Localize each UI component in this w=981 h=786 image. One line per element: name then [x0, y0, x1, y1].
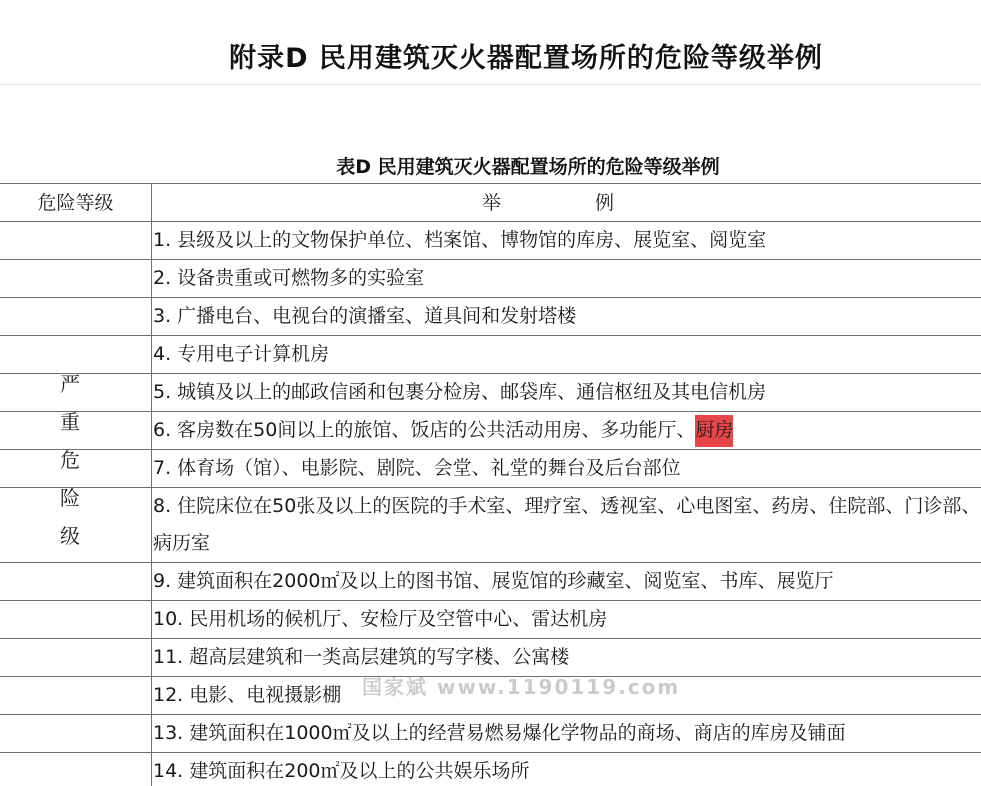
example-item: 9. 建筑面积在2000㎡及以上的图书馆、展览馆的珍藏室、阅览室、书库、展览厅 — [153, 570, 834, 592]
example-item: 12. 电影、电视摄影棚 — [153, 684, 342, 706]
level-char: 危 — [60, 448, 80, 472]
example-item: 14. 建筑面积在200㎡及以上的公共娱乐场所 — [153, 760, 530, 782]
level-char: 严 — [60, 372, 80, 396]
example-item — [153, 412, 981, 449]
table-caption: 表D 民用建筑灭火器配置场所的危险等级举例 — [336, 156, 720, 178]
table-header-row — [0, 183, 981, 221]
example-item: 5. 城镇及以上的邮政信函和包裹分检房、邮袋库、通信枢纽及其电信机房 — [153, 381, 767, 403]
watermark: 国家斌 www.1190119.com — [362, 675, 681, 699]
example-item: 4. 专用电子计算机房 — [153, 343, 330, 365]
example-item: 1. 县级及以上的文物保护单位、档案馆、博物馆的库房、展览室、阅览室 — [153, 229, 767, 251]
example-item-text: 6. 客房数在50间以上的旅馆、饭店的公共活动用房、多功能厅、 — [153, 419, 696, 441]
level-char: 级 — [60, 524, 80, 548]
example-item: 11. 超高层建筑和一类高层建筑的写字楼、公寓楼 — [153, 646, 570, 668]
highlighted-keyword: 厨房 — [695, 415, 733, 447]
example-item: 13. 建筑面积在1000㎡及以上的经营易燃易爆化学物品的商场、商店的库房及铺面 — [153, 722, 846, 744]
header-level: 危险等级 — [0, 184, 152, 221]
example-item: 3. 广播电台、电视台的演播室、道具间和发射塔楼 — [153, 305, 577, 327]
example-item: 7. 体育场（馆）、电影院、剧院、会堂、礼堂的舞台及后台部位 — [153, 457, 681, 479]
example-item: 10. 民用机场的候机厅、安检厅及空管中心、雷达机房 — [153, 608, 608, 630]
header-example: 举例 — [481, 192, 708, 214]
example-item: 2. 设备贵重或可燃物多的实验室 — [153, 267, 425, 289]
level-char: 重 — [60, 410, 80, 434]
title-divider — [0, 84, 981, 85]
level-name-severe — [58, 365, 82, 555]
document-title: 附录D 民用建筑灭火器配置场所的危险等级举例 — [229, 43, 823, 74]
example-item: 8. 住院床位在50张及以上的医院的手术室、理疗室、透视室、心电图室、药房、住院部、门诊部、病历室 — [153, 495, 981, 554]
level-char: 险 — [60, 486, 80, 510]
